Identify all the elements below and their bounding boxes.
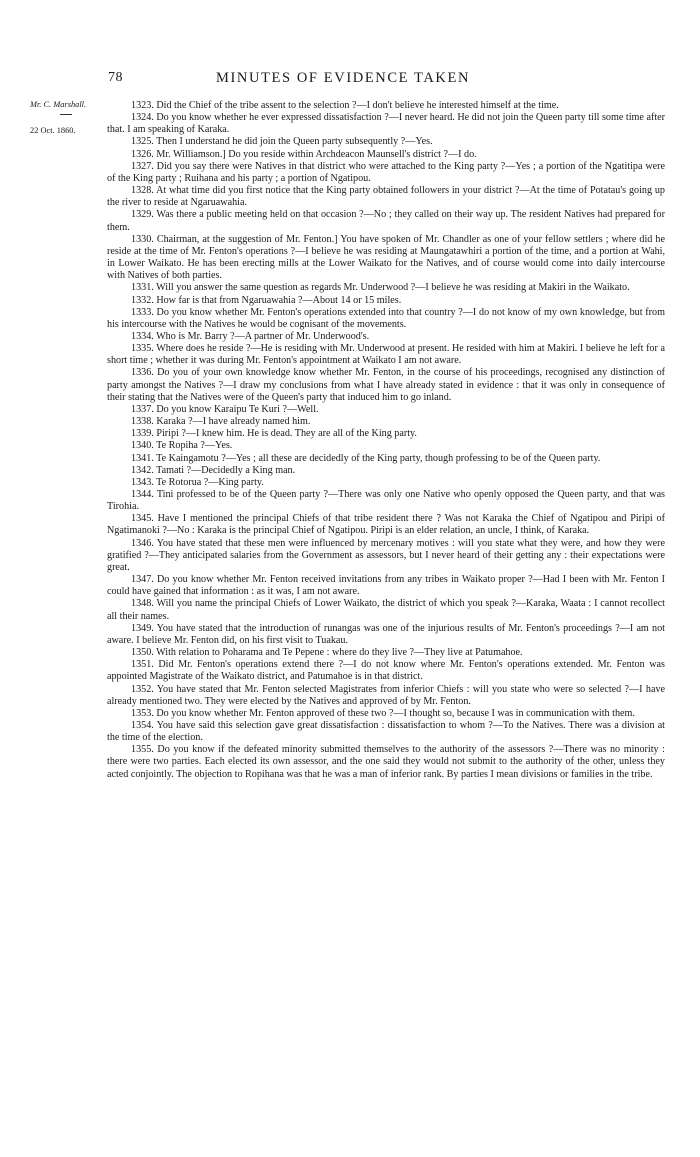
question-1334: 1334. Who is Mr. Barry ?—A partner of Mr. Underwood's. [131,330,370,342]
question-1329: 1329. Was there a public meeting held on that occasion ?—No ; they called on their way up. The resident Natives had prepared for them. [107,209,665,233]
question-1338: 1338. Karaka ?—I have already named him. [131,416,311,428]
question-1332: 1332. How far is that from Ngaruawahia ?—About 14 or 15 miles. [131,294,402,306]
question-1345: 1345. Have I mentioned the principal Chiefs of that tribe resident there ? Was not Karaka the Chief of Ngatipou and Piripi of Ngatimanoki ?—No : Karaka is the principal Chief of Ngatipou. Piripi is an elder relation, an uncle, I think, of Karaka. [107,513,665,537]
question-1336: 1336. Do you of your own knowledge know whether Mr. Fenton, in the course of his proceedings, recognised any distinction of party amongst the Natives ?—I draw my conclusions from what I have already stated in evidence : that it was only in consequence of their stating that the Natives were of the Queen's party that induced him to go inland. [107,367,665,403]
witness-sidenote: Mr. C. Marshall. [30,100,87,109]
question-1344: 1344. Tini professed to be of the Queen party ?—There was only one Native who openly opposed the Queen party, and that was Tirohia. [107,489,665,513]
question-1348: 1348. Will you name the principal Chiefs of Lower Waikato, the district of which you speak ?—Karaka, Waata : I cannot recollect all their names. [107,598,665,622]
question-1339: 1339. Piripi ?—I knew him. He is dead. They are all of the King party. [131,428,417,440]
question-1353: 1353. Do you know whether Mr. Fenton approved of these two ?—I thought so, because I was in communication with them. [131,707,635,719]
question-1347: 1347. Do you know whether Mr. Fenton received invitations from any tribes in Waikato proper ?—Had I been with Mr. Fenton I could have gained that information : as it was, I am not aware. [107,574,665,598]
page-header [108,70,578,90]
question-1327: 1327. Did you say there were Natives in that district who were attached to the King party ?—Yes ; a portion of the Ngatitipa were of the King party ; Ruihana and his party ; a portion of Ngatipou. [107,160,665,184]
question-1335: 1335. Where does he reside ?—He is residing with Mr. Underwood at present. He resided with him at Makiri. I believe he left for a short time ; whether it was during Mr. Fenton's appointment at Waikato I am not aware. [107,343,665,367]
question-1330: 1330. Chairman, at the suggestion of Mr. Fenton.] You have spoken of Mr. Chandler as one of your fellow settlers ; where did he reside at the time of Mr. Fenton's operations ?—I believe he was residing at Maungatawhiri a portion of the time, and a portion at Wahi, in Lower Waikato. He has been erecting mills at the Lower Waikato for the Natives, and of course would come into daily intercourse with Natives of both parties. [107,233,665,282]
question-1350: 1350. With relation to Poharama and Te Pepene : where do they live ?—They live at Patumahoe. [131,647,523,659]
sidenote-rule [60,114,72,115]
question-1326: 1326. Mr. Williamson.] Do you reside within Archdeacon Maunsell's district ?—I do. [131,148,477,160]
question-1352: 1352. You have stated that Mr. Fenton selected Magistrates from inferior Chiefs : will you state who were so selected ?—I have already mentioned two. They were elected by the Natives and approved of by Mr. Fenton. [107,683,665,707]
question-1337: 1337. Do you know Karaipu Te Kuri ?—Well. [131,403,319,415]
question-1349: 1349. You have stated that the introduction of runangas was one of the injurious results of Mr. Fenton's proceedings ?—I am not aware. I believe Mr. Fenton did, on his first visit to Tuakau. [107,622,665,646]
question-1346: 1346. You have stated that these men were influenced by mercenary motives : will you state what they were, and how they were gratified ?—They anticipated salaries from the Government as assessors, but I never heard of their getting any : their expectations were great. [107,537,665,573]
question-1331: 1331. Will you answer the same question as regards Mr. Underwood ?—I believe he was residing at Makiri in the Waikato. [131,282,630,294]
running-head: MINUTES OF EVIDENCE TAKEN [215,70,471,86]
page-number: 78 [108,70,123,85]
question-1324: 1324. Do you know whether he ever expressed dissatisfaction ?—I never heard. He did not join the Queen party till some time after that. I am speaking of Karaka. [107,112,665,136]
date-sidenote: 22 Oct. 1860. [30,126,76,135]
question-1355: 1355. Do you know if the defeated minority submitted themselves to the authority of the assessors ?—There was no minority : there were two parties. Each elected its own assessor, and the one said they would not submit to the authority of the other, unless they acted conjointly. The objection to Ropihana was that he was a man of inferior rank. By parties I mean divisions or families in the tribe. [107,744,665,780]
question-1333: 1333. Do you know whether Mr. Fenton's operations extended into that country ?—I do not know of my own knowledge, but from his intercourse with the Natives he would be cognisant of the movements. [107,306,665,330]
question-1323: 1323. Did the Chief of the tribe assent to the selection ?—I don't believe he interested himself at the time. [131,100,559,111]
question-1351: 1351. Did Mr. Fenton's operations extend there ?—I do not know where Mr. Fenton's operations extended. Mr. Fenton was appointed Magistrate of the Waikato district, and Patumahoe is in that district. [107,659,665,683]
evidence-body [107,100,665,781]
question-1325: 1325. Then I understand he did join the Queen party subsequently ?—Yes. [131,136,433,148]
question-1341: 1341. Te Kaingamotu ?—Yes ; all these are decidedly of the King party, though professing to be of the Queen party. [131,452,601,464]
question-1342: 1342. Tamati ?—Decidedly a King man. [131,464,296,476]
question-1354: 1354. You have said this selection gave great dissatisfaction : dissatisfaction to whom ?—To the Natives. There was a division at the time of the election. [107,719,665,744]
question-1328: 1328. At what time did you first notice that the King party obtained followers in your district ?—At the time of Potatau's going up the river to reside at Ngaruawahia. [107,185,665,209]
question-1340: 1340. Te Ropiha ?—Yes. [131,440,233,452]
question-1343: 1343. Te Rotorua ?—King party. [131,476,264,488]
